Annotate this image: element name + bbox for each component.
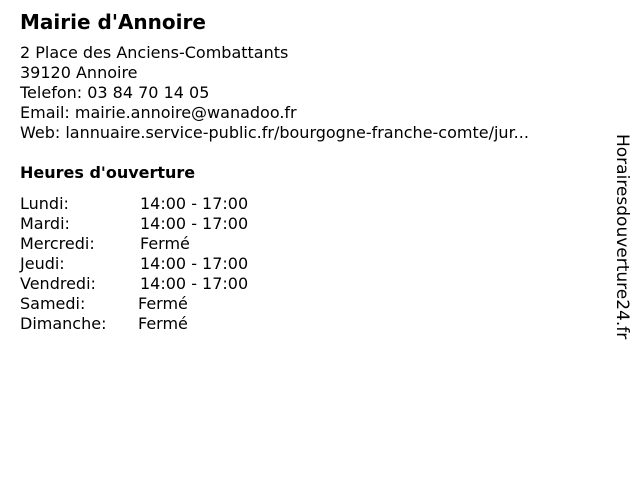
day-label: Mardi:	[20, 214, 70, 233]
day-hours: Fermé	[140, 234, 190, 253]
day-hours: Fermé	[138, 314, 188, 333]
site-watermark: Horairesdouverture24.fr	[612, 134, 632, 340]
day-label: Mercredi:	[20, 234, 95, 253]
city: 39120 Annoire	[20, 63, 138, 82]
day-label: Samedi:	[20, 294, 86, 313]
day-hours: 14:00 - 17:00	[140, 214, 249, 233]
website: Web: lannuaire.service-public.fr/bourgogne-franche-comte/jur...	[20, 123, 529, 142]
email: Email: mairie.annoire@wanadoo.fr	[20, 103, 297, 122]
phone: Telefon: 03 84 70 14 05	[20, 83, 210, 102]
street-address: 2 Place des Anciens-Combattants	[20, 43, 289, 62]
business-name: Mairie d'Annoire	[20, 10, 206, 34]
day-label: Lundi:	[20, 194, 69, 213]
day-label: Vendredi:	[20, 274, 96, 293]
day-hours: Fermé	[138, 294, 188, 313]
contact-block	[20, 43, 529, 143]
day-hours: 14:00 - 17:00	[140, 194, 249, 213]
day-hours: 14:00 - 17:00	[140, 254, 249, 273]
day-hours: 14:00 - 17:00	[140, 274, 249, 293]
day-label: Jeudi:	[20, 254, 65, 273]
day-label: Dimanche:	[20, 314, 107, 333]
hours-heading: Heures d'ouverture	[20, 163, 196, 182]
